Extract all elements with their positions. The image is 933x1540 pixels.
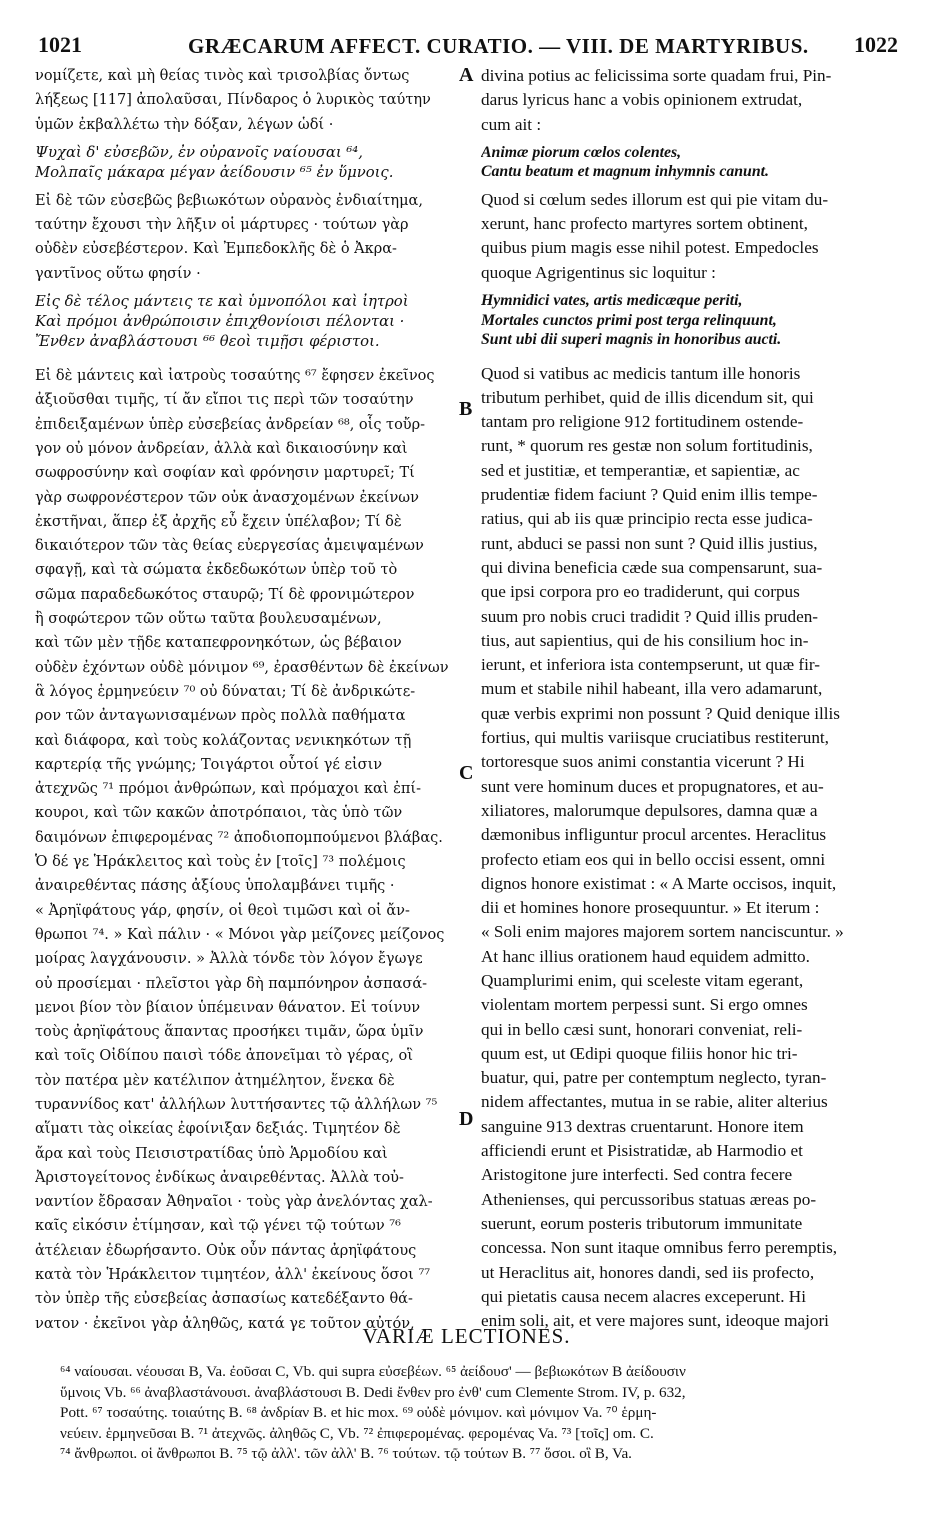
note-line: ⁶⁴ ναίουσαι. νέουσαι B, Va. ἐοῦσαι C, Vb. qui supra εὐσεβέων. ⁶⁵ ἀείδουσ' — βεβιωκότων B ἀείδουσιν	[60, 1363, 686, 1380]
text-line: Καὶ πρόμοι ἀνθρώποισιν ἐπιχθονίοισι πέλονται ·	[35, 313, 405, 331]
text-line: tantam pro religione 912 fortitudinem ostende-	[481, 412, 804, 432]
text-line: τοὺς ἀρηϊφάτους ἅπαντας προσήκει τιμᾶν, ὥρα ὑμῖν	[35, 1024, 424, 1041]
text-line: οὐδὲν εὐσεβέστερον. Καὶ Ἐμπεδοκλῆς δὲ ὁ Ἀκρα-	[35, 241, 397, 258]
text-line: fortius, qui multis variisque cruciatibus restiterunt,	[481, 728, 829, 748]
text-line: δικαιότερον τῶν τὰς θείας εὐεργεσίας ἀμειψαμένων	[35, 538, 424, 555]
text-line: Quamplurimi enim, qui sceleste vitam egerant,	[481, 971, 804, 990]
text-line: buatur, qui, patre per contemptum neglecto, tyran-	[481, 1068, 827, 1088]
text-line: suum pro nobis cruci tradidit ? Quid illis pruden-	[481, 606, 819, 626]
text-line: ἀξιοῦσθαι τιμῆς, τί ἄν εἴποι τις περὶ τῶν τοσαύτην	[35, 392, 414, 409]
latin-column	[481, 64, 896, 1333]
text-line: dii et homines honore prosequuntur. » Et iterum :	[481, 898, 820, 918]
text-line: divina potius ac felicissima sorte quadam frui, Pin-	[481, 66, 832, 85]
text-line: Quod si cœlum sedes illorum est qui pie vitam du-	[481, 189, 829, 209]
text-line: sunt vere hominum duces et propugnatores, et au-	[481, 776, 824, 796]
latin-verse	[481, 143, 896, 182]
latin-paragraph	[481, 362, 896, 1334]
text-line: ρον τῶν ἀνταγωνισαμένων πρὸς πολλὰ παθήματα	[35, 708, 406, 725]
text-line: ierunt, et inferiora ista contempserunt, ut quæ fir-	[481, 655, 821, 675]
text-line: tributum perhibet, quid de illis dicendum sit, qui	[481, 387, 814, 407]
text-line: Ψυχαὶ δ' εὐσεβῶν, ἐν οὐρανοῖς ναίουσαι ⁶⁴,	[35, 143, 363, 161]
text-line: Animæ piorum cœlos colentes,	[481, 143, 682, 161]
text-line: κουροι, καὶ τῶν κακῶν ἀποτρόπαιοι, τὰς ὑπὸ τῶν	[35, 805, 403, 822]
text-line: οὐ προσίεμαι · πλεῖστοι γὰρ δὴ παμπόνηρον ἀσπασά-	[35, 975, 428, 992]
text-line: λήξεως [117] ἀπολαῦσαι, Πίνδαρος ὁ λυρικὸς ταύτην	[35, 92, 431, 109]
page-header	[38, 32, 898, 66]
text-line: cum ait :	[481, 114, 542, 134]
text-line: ταύτην ἔχουσι τὴν λῆξιν οἱ μάρτυρες · τούτων γὰρ	[35, 217, 409, 234]
text-line: ἐκστῆναι, ἅπερ ἐξ ἀρχῆς εὖ ἔχειν ὑπέλαβον; Τί δὲ	[35, 513, 402, 530]
text-line: ἀτέλειαν ἐδωρήσαντο. Οὐκ οὖν πάντας ἀρηϊφάτους	[35, 1242, 417, 1259]
text-line: Εἰς δὲ τέλος μάντεις τε καὶ ὑμνοπόλοι καὶ ἰητροὶ	[35, 293, 409, 311]
text-line: καὶ τῶν μὲν τῇδε καταπεφρονηκότων, ὡς βέβαιον	[35, 635, 402, 652]
text-line: violentam mortem perpessi sunt. Si ergo omnes	[481, 995, 808, 1015]
text-line: suerunt, eorum posteris tributorum immunitate	[481, 1213, 803, 1233]
text-line: sanguine 913 dextras cruentarunt. Honore item	[481, 1116, 804, 1136]
greek-verse	[35, 143, 455, 183]
text-line: ratius, qui ab iis quæ principio recta esse judica-	[481, 509, 813, 529]
text-line: Cantu beatum et magnum inhymnis canunt.	[481, 163, 769, 181]
text-line: γαντῖνος οὕτω φησίν ·	[35, 265, 201, 282]
text-line: mum et stabile nihil habeant, illa vero adamarunt,	[481, 679, 823, 699]
text-line: qui divina beneficia cæde sua compensarunt, sua-	[481, 557, 823, 577]
text-line: ἀναιρεθέντας πάσης ἀξίους ὑπολαμβάνει τιμῆς ·	[35, 878, 395, 895]
text-line: σφαγῇ, καὶ τὰ σώματα ἐκδεδωκότων ὑπὲρ τοῦ τὸ	[35, 562, 398, 579]
text-line: νατον · ἐκεῖνοι γὰρ ἀληθῶς, κατά γε τοῦτον αὐτόν,	[35, 1315, 415, 1332]
text-line: μοίρας λαγχάνουσιν. » Ἀλλὰ τόνδε τὸν λόγον ἔγωγε	[35, 951, 423, 968]
text-line: enim soli, ait, et vere majores sunt, ideoque majori	[481, 1311, 829, 1331]
text-line: Athenienses, qui percussoribus statuas æreas po-	[481, 1189, 817, 1209]
text-line: Μολπαῖς μάκαρα μέγαν ἀείδουσιν ⁶⁵ ἐν ὕμνοις.	[35, 163, 394, 181]
text-line: Sunt ubi dii superi magnis in honoribus aucti.	[481, 331, 782, 349]
text-line: xerunt, hanc profecto martyres sortem obtinent,	[481, 214, 808, 234]
text-line: xiliatores, malorumque depulsores, damna quæ a	[481, 800, 818, 820]
text-line: καρτερίᾳ τῆς γνώμης; Τοιγάρτοι οὗτοί γέ εἰσιν	[35, 756, 383, 773]
text-line: nidem affectantes, mutua in se rabie, aliter alterius	[481, 1092, 828, 1112]
latin-paragraph	[481, 188, 896, 285]
text-line: ὑμῶν ἐκβαλλέτω τὴν δόξαν, λέγων ὡδί ·	[35, 116, 334, 133]
text-line: καὶ διάφορα, καὶ τοὺς κολάζοντας νενικηκότων τῇ	[35, 732, 412, 749]
greek-paragraph	[35, 64, 455, 137]
text-line: « Soli enim majores majorem sortem nanciscuntur. »	[481, 922, 844, 942]
note-line: νεύειν. ἑρμηνεῦσαι B. ⁷¹ ἀτεχνῶς. ἀληθῶς C, Vb. ⁷² ἐπιφερομένας. φερομένας Va. ⁷³ [τοῖς] om. C.	[60, 1424, 654, 1442]
page-number-right: 1022	[854, 32, 898, 57]
text-line: que ipsi corpora pro eo tradiderunt, qui corpus	[481, 582, 800, 602]
text-line: quoque Agrigentinus sic loquitur :	[481, 262, 716, 282]
text-line: quæ verbis exprimi non possunt ? Quid denique illis	[481, 703, 840, 723]
text-line: Εἰ δὲ μάντεις καὶ ἰατροὺς τοσαύτης ⁶⁷ ἔφησεν ἐκεῖνος	[35, 368, 435, 385]
text-line: At hanc illius orationem haud equidem admitto.	[481, 946, 810, 966]
text-line: ναντίον ἔδρασαν Ἀθηναῖοι · τοὺς γὰρ ἀνελόντας χαλ-	[35, 1194, 433, 1211]
text-line: dæmonibus infliguntur procul arcentes. Heraclitus	[481, 825, 827, 845]
text-line: καῖς εἰκόσιν ἐτίμησαν, καὶ τῷ γένει τῷ τούτων ⁷⁶	[35, 1218, 401, 1235]
text-line: profecto etiam eos qui in bello occisi essent, omni	[481, 849, 826, 869]
text-line: οὐδὲν ἐχόντων οὐδὲ μόνιμον ⁶⁹, ἐρασθέντων δὲ ἐκείνων	[35, 659, 449, 676]
text-line: runt, * quorum res gestæ non solum fortitudinis,	[481, 436, 813, 456]
text-line: quibus pium magis esse nihil potest. Empedocles	[481, 238, 819, 258]
variae-lectiones-notes	[60, 1362, 900, 1465]
text-line: νομίζετε, καὶ μὴ θείας τινὸς καὶ τρισολβίας ὄντως	[35, 68, 410, 84]
text-line: γὰρ σωφρονέστερον τῶν οὐκ ἀνασχομένων ἐκείνων	[35, 489, 419, 506]
margin-letter-a: A	[459, 64, 474, 86]
text-line: θρωποι ⁷⁴. » Καὶ πάλιν · « Μόνοι γὰρ μείζονες μείζονος	[35, 926, 445, 943]
text-line: afficiendi erunt et Pisistratidæ, ab Harmodio et	[481, 1141, 803, 1161]
note-line: ὕμνοις Vb. ⁶⁶ ἀναβλαστάνουσι. ἀναβλάστουσι B. Dedi ἔνθεν pro ἐνθ' cum Clemente Strom. IV, p. 632,	[60, 1383, 686, 1401]
variae-lectiones-title: VARIÆ LECTIONES.	[362, 1324, 571, 1348]
page-number-left: 1021	[38, 32, 82, 57]
text-line: Ἔνθεν ἀναβλάστουσι ⁶⁶ θεοὶ τιμῇσι φέριστοι.	[35, 333, 380, 351]
text-line: Ὁ δέ γε Ἡράκλειτος καὶ τοὺς ἐν [τοῖς] ⁷³ πολέμοις	[35, 854, 406, 871]
text-line: αἵματι τὰς οἰκείας ἐφοίνιξαν δεξιάς. Τιμητέον δὲ	[35, 1121, 401, 1138]
latin-verse	[481, 291, 896, 350]
text-line: τὸν πατέρα μὲν κατέλιπον ἀτημέλητον, ἕνεκα δὲ	[35, 1072, 395, 1089]
greek-paragraph	[35, 189, 455, 286]
text-line: « Ἀρηϊφάτους γάρ, φησίν, οἱ θεοὶ τιμῶσι καὶ οἱ ἄν-	[35, 902, 410, 919]
text-line: qui pietatis causa necem alacres exceperunt. Hi	[481, 1286, 806, 1306]
text-line: darus lyricus hanc a vobis opinionem extrudat,	[481, 90, 803, 110]
text-line: κατὰ τὸν Ἡράκλειτον τιμητέον, ἀλλ' ἐκείνους ὅσοι ⁷⁷	[35, 1267, 431, 1284]
text-line: ἀτεχνῶς ⁷¹ πρόμοι ἀνθρώπων, καὶ πρόμαχοι καὶ ἐπί-	[35, 781, 422, 798]
text-line: Aristogitone jure interfecti. Sed contra fecere	[481, 1165, 793, 1185]
text-line: μενοι βίον τὸν βίαιον ὑπέμειναν θάνατον. Εἰ τοίνυν	[35, 999, 421, 1016]
text-line: ut Heraclitus ait, honores dandi, sed iis profecto,	[481, 1262, 815, 1282]
text-line: Quod si vatibus ac medicis tantum ille honoris	[481, 363, 801, 383]
text-line: τυραννίδος κατ' ἀλλήλων λυττήσαντες τῷ ἀλλήλων ⁷⁵	[35, 1096, 438, 1113]
margin-letter-c: C	[459, 762, 474, 784]
margin-letter-d: D	[459, 1108, 474, 1130]
margin-letter-b: B	[459, 398, 473, 420]
text-line: ἢ σοφώτερον τῶν οὕτω ταῦτα βουλευσαμένων,	[35, 611, 382, 628]
greek-paragraph	[35, 364, 455, 1336]
text-line: ἐπιδειξαμένων ὑπὲρ εὐσεβείας ἀνδρείαν ⁶⁸, οἷς τοὔρ-	[35, 416, 426, 433]
text-line: qui in bello cæsi sunt, honorari conveniat, reli-	[481, 1019, 803, 1039]
text-line: καὶ τοῖς Οἰδίπου παισὶ τόδε ἀπονεῖμαι τὸ γέρας, οἳ	[35, 1048, 413, 1065]
text-line: δαιμόνων ἐπιφερομένας ⁷² ἀποδιοπομπούμενοι βλάβας.	[35, 829, 443, 846]
text-line: tortoresque suos animi constantia vicerunt ? Hi	[481, 752, 805, 772]
text-line: σῶμα παραδεδωκότος σταυρῷ; Τί δὲ φρονιμώτερον	[35, 586, 415, 603]
greek-verse	[35, 292, 455, 352]
greek-column	[35, 64, 455, 1336]
text-line: ἄρα καὶ τοὺς Πεισιστρατίδας ὑπὸ Ἁρμοδίου καὶ	[35, 1145, 388, 1162]
text-line: tius, aut sapientius, qui de his consilium hoc in-	[481, 630, 809, 650]
note-line: Pott. ⁶⁷ τοσαύτης. τοιαύτης B. ⁶⁸ ἀνδρίαν B. et hic mox. ⁶⁹ οὐδὲ μόνιμον. καὶ μόνιμον Va. ⁷⁰ ἑρμη-	[60, 1404, 657, 1421]
text-line: prudentiæ fidem faciunt ? Quid enim illis tempe-	[481, 485, 818, 505]
text-line: γον οὐ μόνον ἀνδρείαν, ἀλλὰ καὶ δικαιοσύνην καὶ	[35, 440, 408, 457]
text-line: Εἰ δὲ τῶν εὐσεβῶς βεβιωκότων οὐρανὸς ἐνδιαίτημα,	[35, 192, 423, 209]
running-title: GRÆCARUM AFFECT. CURATIO. — VIII. DE MARTYRIBUS.	[188, 34, 809, 58]
text-line: quum est, ut Œdipi quoque filiis honor hic tri-	[481, 1043, 798, 1063]
latin-paragraph	[481, 64, 896, 137]
text-line: ἃ λόγος ἑρμηνεύειν ⁷⁰ οὐ δύναται; Τί δὲ ἀνδρικώτε-	[35, 683, 416, 700]
text-line: τὸν ὑπὲρ τῆς εὐσεβείας ἀσπασίως κατεδέξαντο θά-	[35, 1291, 413, 1308]
text-line: Mortales cunctos primi post terga relinquunt,	[481, 311, 777, 329]
text-line: concessa. Non sunt itaque omnibus ferro peremptis,	[481, 1238, 838, 1258]
text-line: runt, abduci se passi non sunt ? Quid illis justius,	[481, 533, 818, 553]
text-line: Ἀριστογείτονος ἐνδίκως ἀναιρεθέντας. Ἀλλὰ τοὐ-	[35, 1169, 404, 1186]
text-line: σωφροσύνην καὶ σοφίαν καὶ φρόνησιν μαρτυρεῖ; Τί	[35, 465, 415, 482]
note-line: ⁷⁴ ἄνθρωποι. οἱ ἄνθρωποι B. ⁷⁵ τῷ ἀλλ'. τῶν ἀλλ' B. ⁷⁶ τούτων. τῷ τούτων B. ⁷⁷ ὅσοι. οἳ B, Va.	[60, 1445, 632, 1462]
text-line: dignos honore existimat : « A Marte occisos, inquit,	[481, 873, 837, 893]
text-line: Hymnidici vates, artis medicæque periti,	[481, 292, 743, 310]
text-line: sed et justitiæ, et temperantiæ, et sapientiæ, ac	[481, 460, 800, 480]
